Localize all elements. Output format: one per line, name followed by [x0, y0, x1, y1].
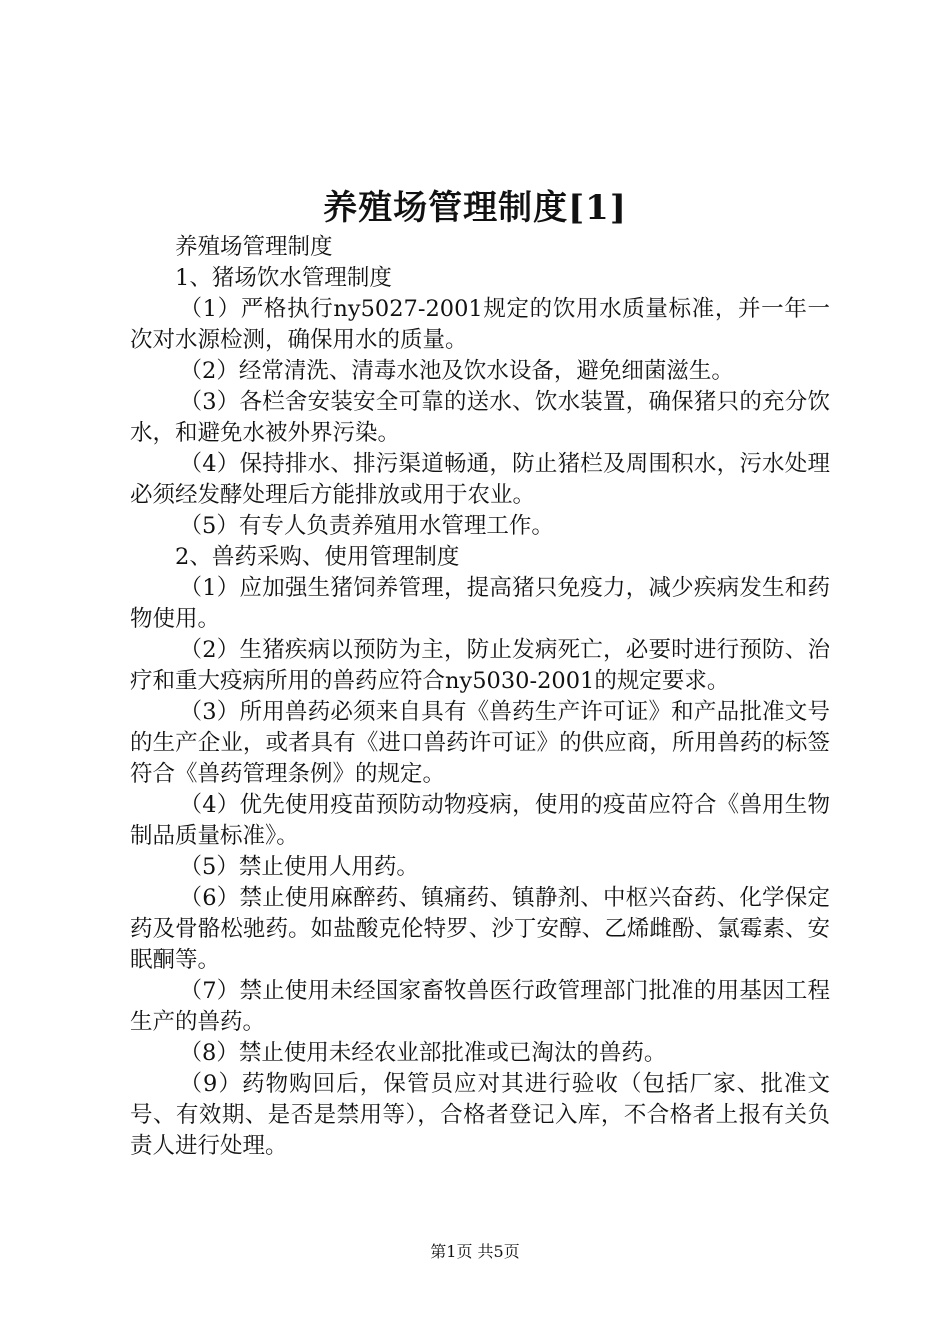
paragraph: （2）生猪疾病以预防为主，防止发病死亡，必要时进行预防、治疗和重大疫病所用的兽药应符合ny5030-2001的规定要求。 — [130, 637, 830, 694]
paragraph: （1）应加强生猪饲养管理，提高猪只免疫力，减少疾病发生和药物使用。 — [130, 575, 830, 632]
document-body — [130, 232, 830, 1162]
paragraph: （5）禁止使用人用药。 — [179, 854, 419, 880]
section-heading: 2、兽药采购、使用管理制度 — [175, 544, 460, 570]
paragraph-heading: 养殖场管理制度 — [175, 234, 333, 260]
page-number: 第1页 共5页 — [430, 1242, 520, 1261]
paragraph: （1）严格执行ny5027-2001规定的饮用水质量标准，并一年一次对水源检测，确保用水的质量。 — [130, 296, 830, 353]
paragraph: （4）保持排水、排污渠道畅通，防止猪栏及周围积水，污水处理必须经发酵处理后方能排放或用于农业。 — [130, 451, 830, 508]
paragraph: （9）药物购回后，保管员应对其进行验收（包括厂家、批准文号、有效期、是否是禁用等），合格者登记入库，不合格者上报有关负责人进行处理。 — [130, 1071, 830, 1159]
paragraph: （2）经常清洗、清毒水池及饮水设备，避免细菌滋生。 — [179, 358, 734, 384]
paragraph: （8）禁止使用未经农业部批准或已淘汰的兽药。 — [179, 1040, 667, 1066]
paragraph: （3）所用兽药必须来自具有《兽药生产许可证》和产品批准文号的生产企业，或者具有《进口兽药许可证》的供应商，所用兽药的标签符合《兽药管理条例》的规定。 — [130, 699, 830, 787]
paragraph: （3）各栏舍安装安全可靠的送水、饮水装置，确保猪只的充分饮水，和避免水被外界污染。 — [130, 389, 830, 446]
paragraph: （7）禁止使用未经国家畜牧兽医行政管理部门批准的用基因工程生产的兽药。 — [130, 978, 830, 1035]
section-heading: 1、猪场饮水管理制度 — [175, 265, 392, 291]
paragraph: （6）禁止使用麻醉药、镇痛药、镇静剂、中枢兴奋药、化学保定药及骨骼松驰药。如盐酸克伦特罗、沙丁安醇、乙烯雌酚、氯霉素、安眠酮等。 — [130, 885, 830, 973]
paragraph: （5）有专人负责养殖用水管理工作。 — [179, 513, 554, 539]
document-title: 养殖场管理制度[1] — [323, 188, 627, 228]
paragraph: （4）优先使用疫苗预防动物疫病，使用的疫苗应符合《兽用生物制品质量标准》。 — [130, 792, 830, 849]
